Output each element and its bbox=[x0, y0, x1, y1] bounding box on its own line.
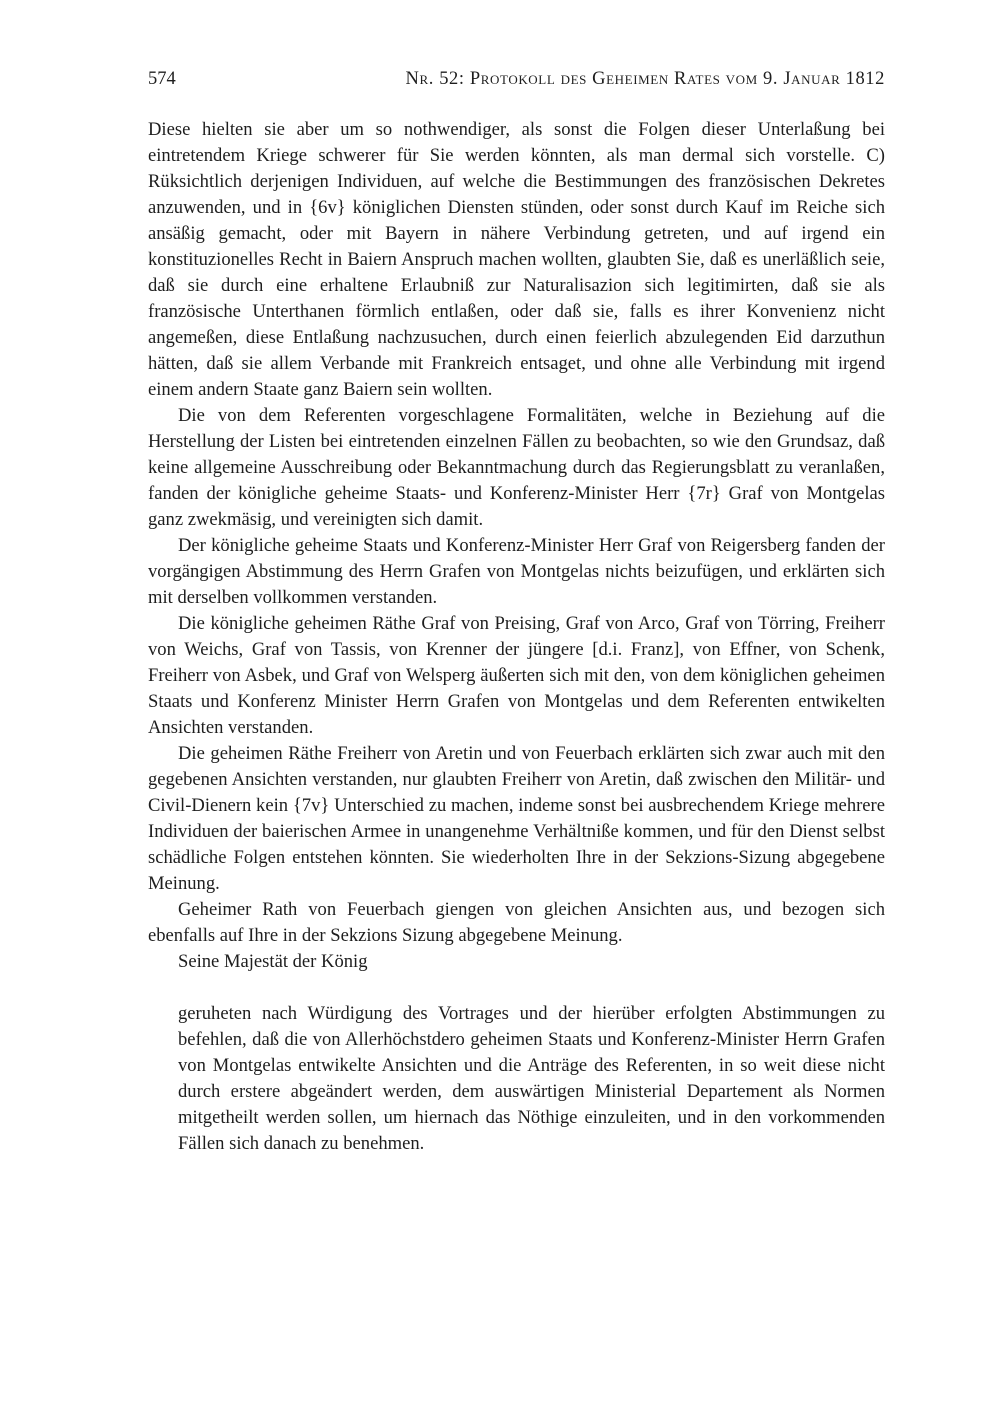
paragraph-2: Die von dem Referenten vorgeschlagene Formalitäten, welche in Beziehung auf die Herstellung der Listen bei eintretenden einzelnen Fällen zu beobachten, so wie den Grundsaz, daß keine allgemeine Ausschreibung oder Bekanntmachung durch das Regierungsblatt zu veranlaßen, fanden der königliche geheime Staats- und Konferenz-Minister Herr {7r} Graf von Montgelas ganz zwekmäsig, und vereinigten sich damit. bbox=[148, 405, 885, 530]
paragraph-7: Seine Majestät der König bbox=[178, 951, 368, 972]
paragraph-6: Geheimer Rath von Feuerbach giengen von gleichen Ansichten aus, und bezogen sich ebenfalls auf Ihre in der Sekzions Sizung abgegebene Meinung. bbox=[148, 899, 885, 946]
resolution-text: geruheten nach Würdigung des Vortrages und der hierüber erfolgten Abstimmungen zu befehlen, daß die von Allerhöchstdero geheimen Staats und Konferenz-Minister Herrn Grafen von Montgelas entwikelte Ansichten und die Anträge des Referenten, in so weit diese nicht durch erstere abgeändert werden, dem auswärtigen Ministerial Departement als Normen mitgetheilt werden sollen, um hiernach das Nöthige einzuleiten, und in den vorkommenden Fällen sich danach zu benehmen. bbox=[178, 1003, 885, 1154]
document-page bbox=[148, 62, 885, 1157]
resolution-block bbox=[178, 1001, 885, 1157]
page-number: 574 bbox=[148, 69, 176, 89]
paragraph-4: Die königliche geheimen Räthe Graf von Preising, Graf von Arco, Graf von Törring, Freiherr von Weichs, Graf von Tassis, von Krenner der jüngere [d.i. Franz], von Effner, von Schenk, Freiherr von Asbek, und Graf von Welsperg äußerten sich mit den, von dem königlichen geheimen Staats und Konferenz Minister Herrn Grafen von Montgelas und dem Referenten entwikelten Ansichten verstanden. bbox=[148, 613, 885, 738]
paragraph-1: Diese hielten sie aber um so nothwendiger, als sonst die Folgen dieser Unterlaßung bei eintretendem Kriege schwerer für Sie werden könnten, als man dermal sich vorstelle. C) Rüksichtlich derjenigen Individuen, auf welche die Bestimmungen des französischen Dekretes anzuwenden, und in {6v} königlichen Diensten stünden, oder sonst durch Kauf im Reiche sich ansäßig gemacht, oder mit Bayern in nähere Verbindung getreten, und auf irgend ein konstituzionelles Recht in Baiern Anspruch machen wollten, glaubten Sie, daß es unerläßlich seie, daß sie durch eine erhaltene Erlaubniß zur Naturalisazion sich legitimirten, daß sie als französische Unterthanen förmlich entlaßen, oder daß sie, falls es ihrer Konvenienz nicht angemeßen, diese Entlaßung nachzusuchen, durch einen feierlich abzulegenden Eid darzuthun hätten, daß sie allem Verbande mit Frankreich entsaget, und ohne alle Verbindung mit irgend einem andern Staate ganz Baiern sein wollten. bbox=[148, 119, 885, 400]
paragraph-5: Die geheimen Räthe Freiherr von Aretin und von Feuerbach erklärten sich zwar auch mit den gegebenen Ansichten verstanden, nur glaubten Freiherr von Aretin, daß zwischen den Militär- und Civil-Dienern kein {7v} Unterschied zu machen, indeme sonst bei ausbrechendem Kriege mehrere Individuen der baierischen Armee in unangenehme Verhältniße kommen, und für den Dienst selbst schädliche Folgen entstehen könnten. Sie wiederholten Ihre in der Sekzions-Sizung abgegebene Meinung. bbox=[148, 743, 885, 894]
body-text bbox=[148, 117, 885, 975]
paragraph-3: Der königliche geheime Staats und Konferenz-Minister Herr Graf von Reigersberg fanden der vorgängigen Abstimmung des Herrn Grafen von Montgelas nichts beizufügen, und erklärten sich mit derselben vollkommen verstanden. bbox=[148, 535, 885, 608]
running-head bbox=[148, 62, 885, 96]
running-title: Nr. 52: Protokoll des Geheimen Rates vom 9. Januar 1812 bbox=[405, 69, 885, 89]
